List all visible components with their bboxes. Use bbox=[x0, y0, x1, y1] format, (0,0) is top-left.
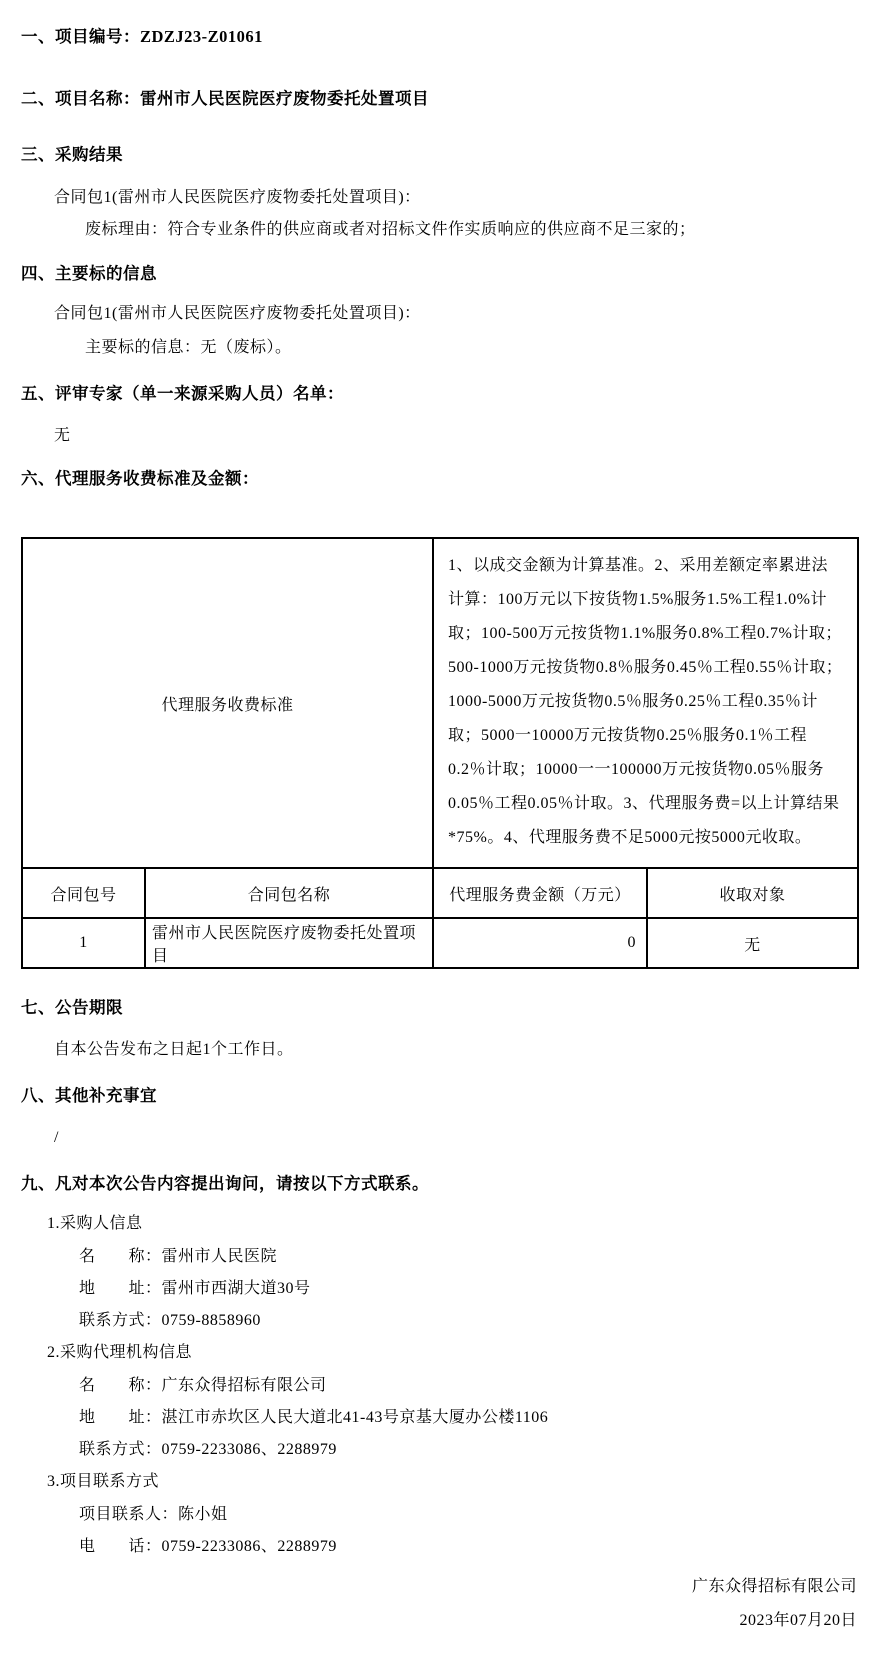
supplementary-matters-heading: 八、其他补充事宜 bbox=[21, 1086, 157, 1105]
fee-standard-text-cell: 1、以成交金额为计算基准。2、采用差额定率累进法计算：100万元以下按货物1.5%服务1.5%工程1.0%计取；100-500万元按货物1.1%服务0.8%工程0.7%计取；500-1000万元按货物0.8％服务0.45％工程0.55％计取；1000-5000万元按货物0.5％服务0.25％工程0.35％计取；5000一10000万元按货物0.25％服务0.1％工程0.2％计取；10000一一100000万元按货物0.05％服务0.05％工程0.05％计取。3、代理服务费=以上计算结果*75%。4、代理服务费不足5000元按5000元收取。 bbox=[433, 538, 858, 868]
footer-date: 2023年07月20日 bbox=[739, 1612, 857, 1629]
main-subject-heading: 四、主要标的信息 bbox=[21, 264, 157, 283]
purchaser-contact: 联系方式：0759-8858960 bbox=[79, 1312, 261, 1329]
footer-company-name: 广东众得招标有限公司 bbox=[691, 1578, 857, 1595]
agency-fee-table bbox=[21, 537, 859, 969]
header-charge-target: 收取对象 bbox=[647, 868, 858, 918]
supplementary-matters-text: / bbox=[54, 1129, 59, 1146]
agency-info-title: 2.采购代理机构信息 bbox=[47, 1344, 193, 1361]
fee-table-data-row bbox=[22, 918, 858, 968]
project-name-heading: 二、项目名称：雷州市人民医院医疗废物委托处置项目 bbox=[21, 89, 429, 108]
purchaser-address: 地 址：雷州市西湖大道30号 bbox=[79, 1280, 311, 1297]
header-package-name: 合同包名称 bbox=[145, 868, 433, 918]
fee-standard-row bbox=[22, 538, 858, 868]
fee-standard-label-cell: 代理服务收费标准 bbox=[22, 538, 433, 868]
header-package-number: 合同包号 bbox=[22, 868, 145, 918]
cell-charge-target: 无 bbox=[647, 918, 858, 968]
cell-package-number: 1 bbox=[22, 918, 145, 968]
contact-info-heading: 九、凡对本次公告内容提出询问，请按以下方式联系。 bbox=[21, 1174, 429, 1193]
agency-fee-heading: 六、代理服务收费标准及金额： bbox=[21, 469, 259, 488]
agency-address: 地 址：湛江市赤坎区人民大道北41-43号京基大厦办公楼1106 bbox=[79, 1409, 549, 1426]
subject-contract-package-line: 合同包1(雷州市人民医院医疗废物委托处置项目)： bbox=[54, 305, 421, 322]
announcement-period-heading: 七、公告期限 bbox=[21, 998, 123, 1017]
agency-name: 名 称：广东众得招标有限公司 bbox=[79, 1377, 327, 1394]
cell-package-name: 雷州市人民医院医疗废物委托处置项目 bbox=[145, 918, 433, 968]
project-contact-title: 3.项目联系方式 bbox=[47, 1473, 160, 1490]
header-fee-amount: 代理服务费金额（万元） bbox=[433, 868, 647, 918]
experts-none-text: 无 bbox=[54, 427, 71, 444]
purchaser-name: 名 称：雷州市人民医院 bbox=[79, 1248, 278, 1265]
purchaser-info-title: 1.采购人信息 bbox=[47, 1215, 143, 1232]
result-contract-package-line: 合同包1(雷州市人民医院医疗废物委托处置项目)： bbox=[54, 189, 421, 206]
agency-contact: 联系方式：0759-2233086、2288979 bbox=[79, 1441, 337, 1458]
main-subject-info-line: 主要标的信息：无（废标）。 bbox=[85, 339, 292, 356]
project-number-heading: 一、项目编号：ZDZJ23-Z01061 bbox=[21, 27, 263, 46]
rejection-reason-line: 废标理由：符合专业条件的供应商或者对招标文件作实质响应的供应商不足三家的； bbox=[85, 221, 696, 238]
announcement-period-text: 自本公告发布之日起1个工作日。 bbox=[54, 1041, 294, 1058]
procurement-result-heading: 三、采购结果 bbox=[21, 145, 123, 164]
experts-list-heading: 五、评审专家（单一来源采购人员）名单： bbox=[21, 384, 344, 403]
project-contact-person: 项目联系人：陈小姐 bbox=[79, 1506, 228, 1523]
fee-table-header-row bbox=[22, 868, 858, 918]
project-contact-phone: 电 话：0759-2233086、2288979 bbox=[79, 1538, 337, 1555]
cell-fee-amount: 0 bbox=[433, 918, 647, 968]
